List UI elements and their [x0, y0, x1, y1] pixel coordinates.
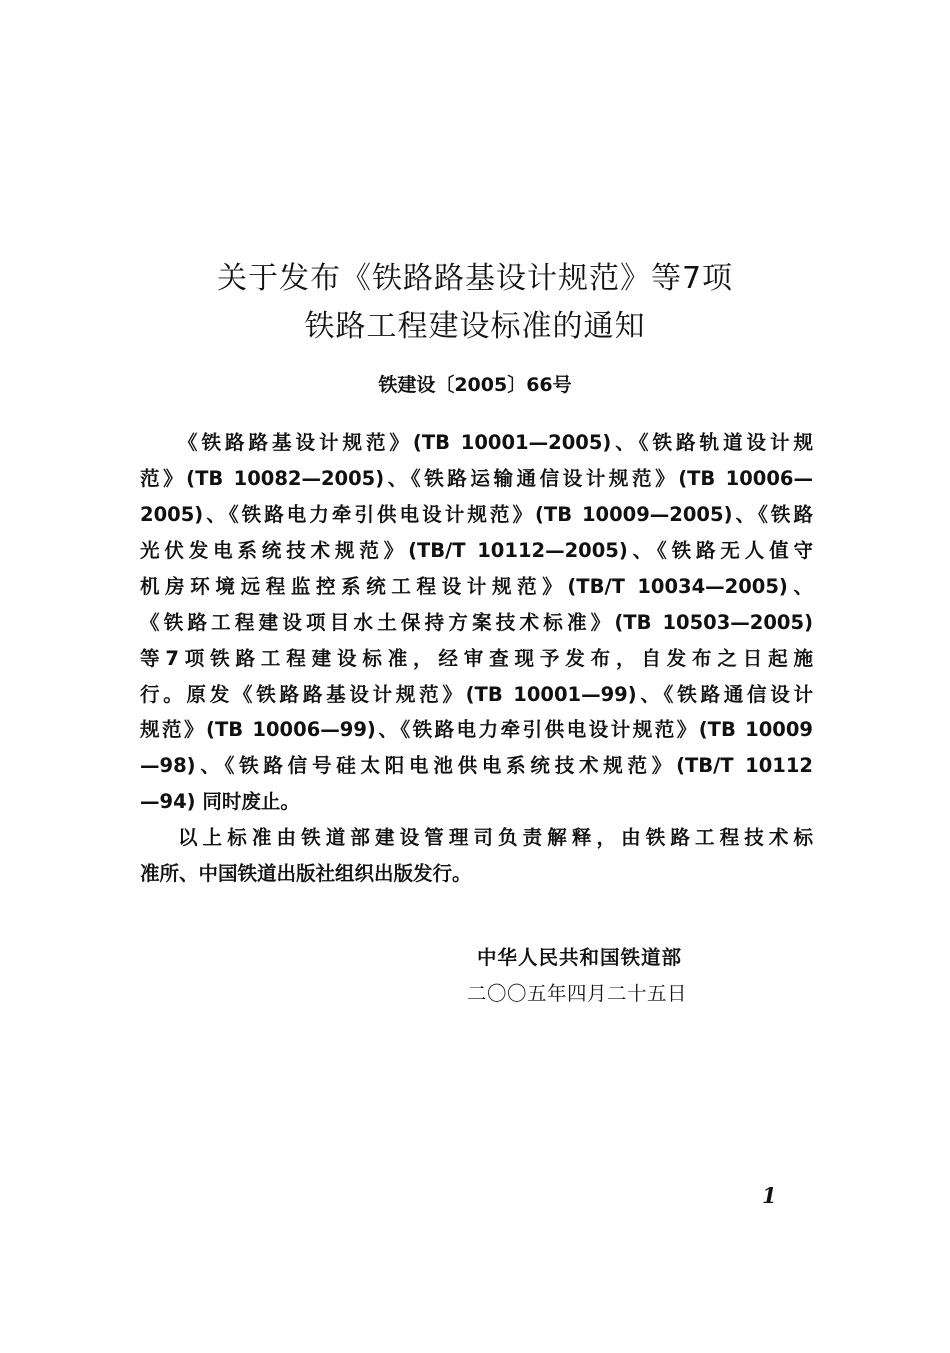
title-line-1: 关于发布《铁路路基设计规范》等7项 [216, 261, 734, 296]
paragraph-line: 《铁路路基设计规范》(TB 10001—2005)、《铁路轨道设计规 [178, 431, 813, 454]
paragraph-line: 《铁路工程建设项目水土保持方案技术标准》(TB 10503—2005) [140, 611, 813, 634]
paragraph-line: —98)、《铁路信号硅太阳电池供电系统技术规范》(TB/T 10112 [140, 754, 813, 777]
paragraph-line: 规范》(TB 10006—99)、《铁路电力牵引供电设计规范》(TB 10009 [140, 718, 813, 741]
paragraph-line: 以上标准由铁道部建设管理司负责解释，由铁路工程技术标 [178, 826, 813, 849]
paragraph-line: 范》(TB 10082—2005)、《铁路运输通信设计规范》(TB 10006— [140, 467, 813, 490]
paragraph-line: 光伏发电系统技术规范》(TB/T 10112—2005)、《铁路无人值守 [140, 539, 813, 562]
paragraph-line: 2005)、《铁路电力牵引供电设计规范》(TB 10009—2005)、《铁路 [140, 503, 813, 526]
signature-date: 二〇〇五年四月二十五日 [467, 982, 688, 1005]
signature-organization: 中华人民共和国铁道部 [477, 946, 683, 969]
paragraph-line: 行。原发《铁路路基设计规范》(TB 10001—99)、《铁路通信设计 [140, 683, 813, 706]
paragraph-line: —94) 同时废止。 [140, 790, 300, 813]
paragraph-line: 准所、中国铁道出版社组织出版发行。 [140, 862, 472, 885]
paragraph-line: 等7项铁路工程建设标准，经审查现予发布，自发布之日起施 [140, 647, 813, 670]
document-number: 铁建设〔2005〕66号 [378, 374, 572, 396]
title-line-2: 铁路工程建设标准的通知 [304, 309, 646, 344]
page-number: 1 [762, 1183, 777, 1208]
paragraph-line: 机房环境远程监控系统工程设计规范》(TB/T 10034—2005)、 [140, 575, 813, 598]
